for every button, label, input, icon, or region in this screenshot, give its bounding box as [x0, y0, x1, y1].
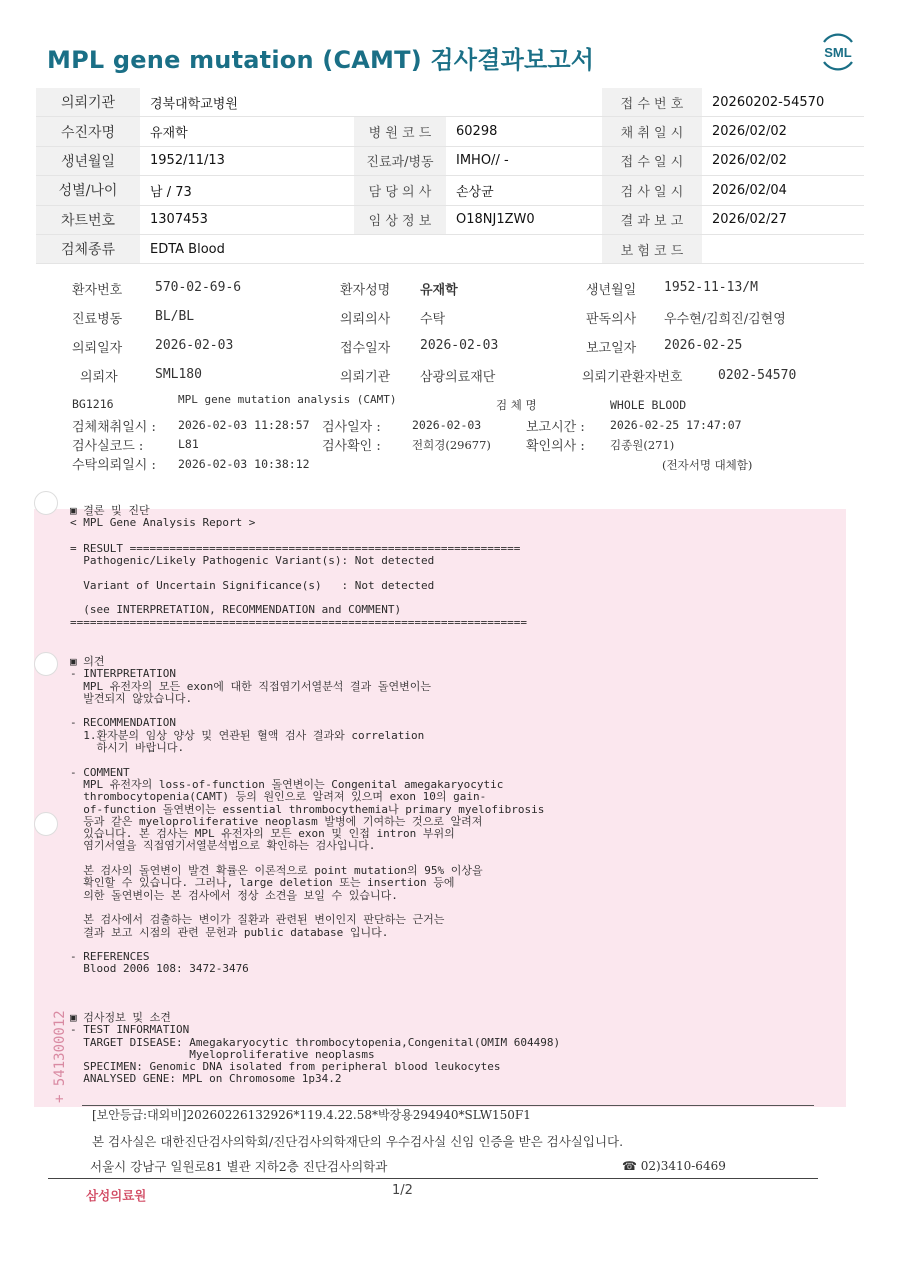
requester-label: 의뢰자 — [80, 370, 118, 385]
consign-label: 수탁의뢰일시 : — [72, 458, 156, 473]
req-org-label: 의뢰기관 — [340, 370, 391, 385]
esign-note: (전자서명 대체함) — [662, 458, 753, 472]
info-label: 성별/나이 — [36, 176, 140, 205]
info-label: 채 취 일 시 — [602, 117, 702, 146]
birth: 1952-11-13/M — [664, 280, 758, 295]
info-value: O18NJ1ZW0 — [446, 205, 602, 234]
info-value: 20260202-54570 — [702, 88, 864, 117]
info-value: 2026/02/02 — [702, 117, 864, 146]
info-label: 검체종류 — [36, 234, 140, 263]
patient-no: 570-02-69-6 — [155, 280, 242, 295]
specimen: WHOLE BLOOD — [610, 398, 687, 412]
info-label: 의뢰기관 — [36, 88, 140, 117]
collect-label: 검체채취일시 : — [72, 420, 156, 435]
ward-label: 진료병동 — [72, 312, 123, 327]
reader-label: 판독의사 — [586, 312, 637, 327]
info-row — [36, 117, 864, 146]
footer-divider — [48, 1178, 818, 1179]
req-date-label: 의뢰일자 — [72, 341, 123, 356]
report-date-label: 보고일자 — [586, 341, 637, 356]
collect: 2026-02-03 11:28:57 — [178, 418, 310, 432]
info-value: 2026/02/27 — [702, 205, 864, 234]
req-org-pt-label: 의뢰기관환자번호 — [582, 370, 683, 385]
req-org: 삼광의료재단 — [420, 370, 496, 385]
requester: SML180 — [155, 367, 202, 382]
info-value: IMHO// - — [446, 146, 602, 175]
test-date-label: 검사일자 : — [322, 420, 381, 435]
address: 서울시 강남구 일원로81 별관 지하2층 진단검사의학과 — [90, 1159, 388, 1174]
info-label: 접 수 번 호 — [602, 88, 702, 117]
info-label: 임 상 정 보 — [354, 205, 446, 234]
info-value: 2026/02/02 — [702, 146, 864, 175]
doctor: 수탁 — [420, 312, 446, 327]
info-value — [702, 234, 864, 263]
patient-name: 유재학 — [420, 283, 458, 298]
info-label: 병 원 코 드 — [354, 117, 446, 146]
info-value: 1307453 — [140, 205, 354, 234]
info-row — [36, 234, 864, 263]
info-label — [354, 88, 446, 117]
consign: 2026-02-03 10:38:12 — [178, 457, 310, 471]
recv-date-label: 접수일자 — [340, 341, 391, 356]
page-number: 1/2 — [392, 1183, 413, 1198]
hospital-logo: 삼성의료원 — [86, 1188, 147, 1203]
phone: ☎ 02)3410-6469 — [622, 1159, 726, 1173]
test-info-section: ▣ 검사정보 및 소견 - TEST INFORMATION TARGET DISEASE: Amegakaryocytic thrombocytopenia,Congenital(OMIM 604498) Myeloproliferative neoplasms SPECIMEN: Genomic DNA isolated from peripheral blood leukocytes ANALYSED GENE: MPL on Chromosome 1p34.2 — [70, 1011, 561, 1086]
req-org-pt: 0202-54570 — [718, 368, 797, 383]
test-code: BG1216 — [72, 397, 114, 411]
patient-no-label: 환자번호 — [72, 283, 123, 298]
info-value — [446, 88, 602, 117]
serial-text: + 541300012 — [52, 1010, 68, 1103]
info-row — [36, 176, 864, 205]
report-time: 2026-02-25 17:47:07 — [610, 418, 742, 432]
info-value: 남 / 73 — [140, 176, 354, 205]
info-value — [446, 234, 602, 263]
info-value: EDTA Blood — [140, 234, 354, 263]
security-line: [보안등급:대외비]20260226132926*119.4.22.58*박장용294940*SLW150F1 — [92, 1108, 531, 1122]
sml-logo-text: SML — [824, 45, 852, 60]
punch-hole — [34, 652, 58, 676]
info-label: 결 과 보 고 — [602, 205, 702, 234]
serial-stamp — [44, 985, 74, 1105]
report-title: MPL gene mutation (CAMT) 검사결과보고서 — [47, 46, 595, 74]
req-date: 2026-02-03 — [155, 338, 234, 353]
info-value: 경북대학교병원 — [140, 88, 354, 117]
sml-logo — [816, 30, 860, 74]
birth-label: 생년월일 — [586, 283, 637, 298]
punch-hole — [34, 491, 58, 515]
confirm: 전희경(29677) — [412, 438, 491, 452]
lab-code-label: 검사실코드 : — [72, 439, 144, 454]
recv-date: 2026-02-03 — [420, 338, 499, 353]
info-label: 보 험 코 드 — [602, 234, 702, 263]
test-date: 2026-02-03 — [412, 418, 482, 432]
certification-text: 본 검사실은 대한진단검사의학회/진단검사의학재단의 우수검사실 신임 인증을 받은 검사실입니다. — [92, 1134, 624, 1149]
info-value: 1952/11/13 — [140, 146, 354, 175]
patient-info-table — [36, 88, 864, 264]
confirm-label: 검사확인 : — [322, 439, 381, 454]
info-label: 진료과/병동 — [354, 146, 446, 175]
info-label: 접 수 일 시 — [602, 146, 702, 175]
info-label: 담 당 의 사 — [354, 176, 446, 205]
info-label: 차트번호 — [36, 205, 140, 234]
info-label: 수진자명 — [36, 117, 140, 146]
reader: 우수현/김희진/김현영 — [664, 312, 786, 327]
info-value: 60298 — [446, 117, 602, 146]
info-value: 손상균 — [446, 176, 602, 205]
info-label: 생년월일 — [36, 146, 140, 175]
info-row — [36, 205, 864, 234]
confirm-dr-label: 확인의사 : — [526, 439, 585, 454]
conclusion-section: ▣ 결론 및 진단 < MPL Gene Analysis Report > — [70, 504, 256, 530]
info-label: 검 사 일 시 — [602, 176, 702, 205]
specimen-label: 검 체 명 — [496, 398, 537, 412]
test-name: MPL gene mutation analysis (CAMT) — [178, 393, 397, 406]
report-date: 2026-02-25 — [664, 338, 743, 353]
result-section: = RESULT =========================================================== Pathogenic/Likely Pathogenic Variant(s): Not detected Variant of Uncertain Significance(s) : Not detected (see INTERPRETATION, RECOMMENDATION and COMMENT) ===================================================================== — [70, 542, 527, 629]
info-value: 유재학 — [140, 117, 354, 146]
info-value: 2026/02/04 — [702, 176, 864, 205]
info-row — [36, 146, 864, 175]
report-time-label: 보고시간 : — [526, 420, 585, 435]
opinion-section: ▣ 의견 - INTERPRETATION MPL 유전자의 모든 exon에 대한 직접염기서열분석 결과 돌연변이는 발견되지 않았습니다. - RECOMMENDATION 1.환자분의 임상 양상 및 연관된 혈액 검사 결과와 correlation 하시기 바랍니다. - COMMENT MPL 유전자의 loss-of-function 돌연변이는 Congenital amegakaryocytic thrombocytopenia(CAMT) 등의 원인으로 알려져 있으며 exon 10의 gain- of-function 돌연변이는 essential thrombocythemia나 primary myelofibrosis 등과 같은 myeloproliferative neoplasm 발병에 기여하는 것으로 알려져 있습니다. 본 검사는 MPL 유전자의 모든 exon 및 인접 intron 부위의 염기서열을 직접염기서열분석법으로 확인하는 검사입니다. 본 검사의 돌연변이 발견 확률은 이론적으로 point mutation의 95% 이상을 확인할 수 있습니다. 그러나, large deletion 또는 insertion 등에 의한 돌연변이는 본 검사에서 정상 소견을 보일 수 있습니다. 본 검사에서 검출하는 변이가 질환과 관련된 변이인지 판단하는 근거는 결과 보고 시점의 관련 문헌과 public database 입니다. - REFERENCES Blood 2006 108: 3472-3476 — [70, 655, 545, 976]
confirm-dr: 김종원(271) — [610, 438, 675, 452]
lab-code: L81 — [178, 437, 199, 451]
info-label — [354, 234, 446, 263]
patient-name-label: 환자성명 — [340, 283, 391, 298]
ward: BL/BL — [155, 309, 195, 324]
info-row — [36, 88, 864, 117]
doctor-label: 의뢰의사 — [340, 312, 391, 327]
punch-hole — [34, 812, 58, 836]
